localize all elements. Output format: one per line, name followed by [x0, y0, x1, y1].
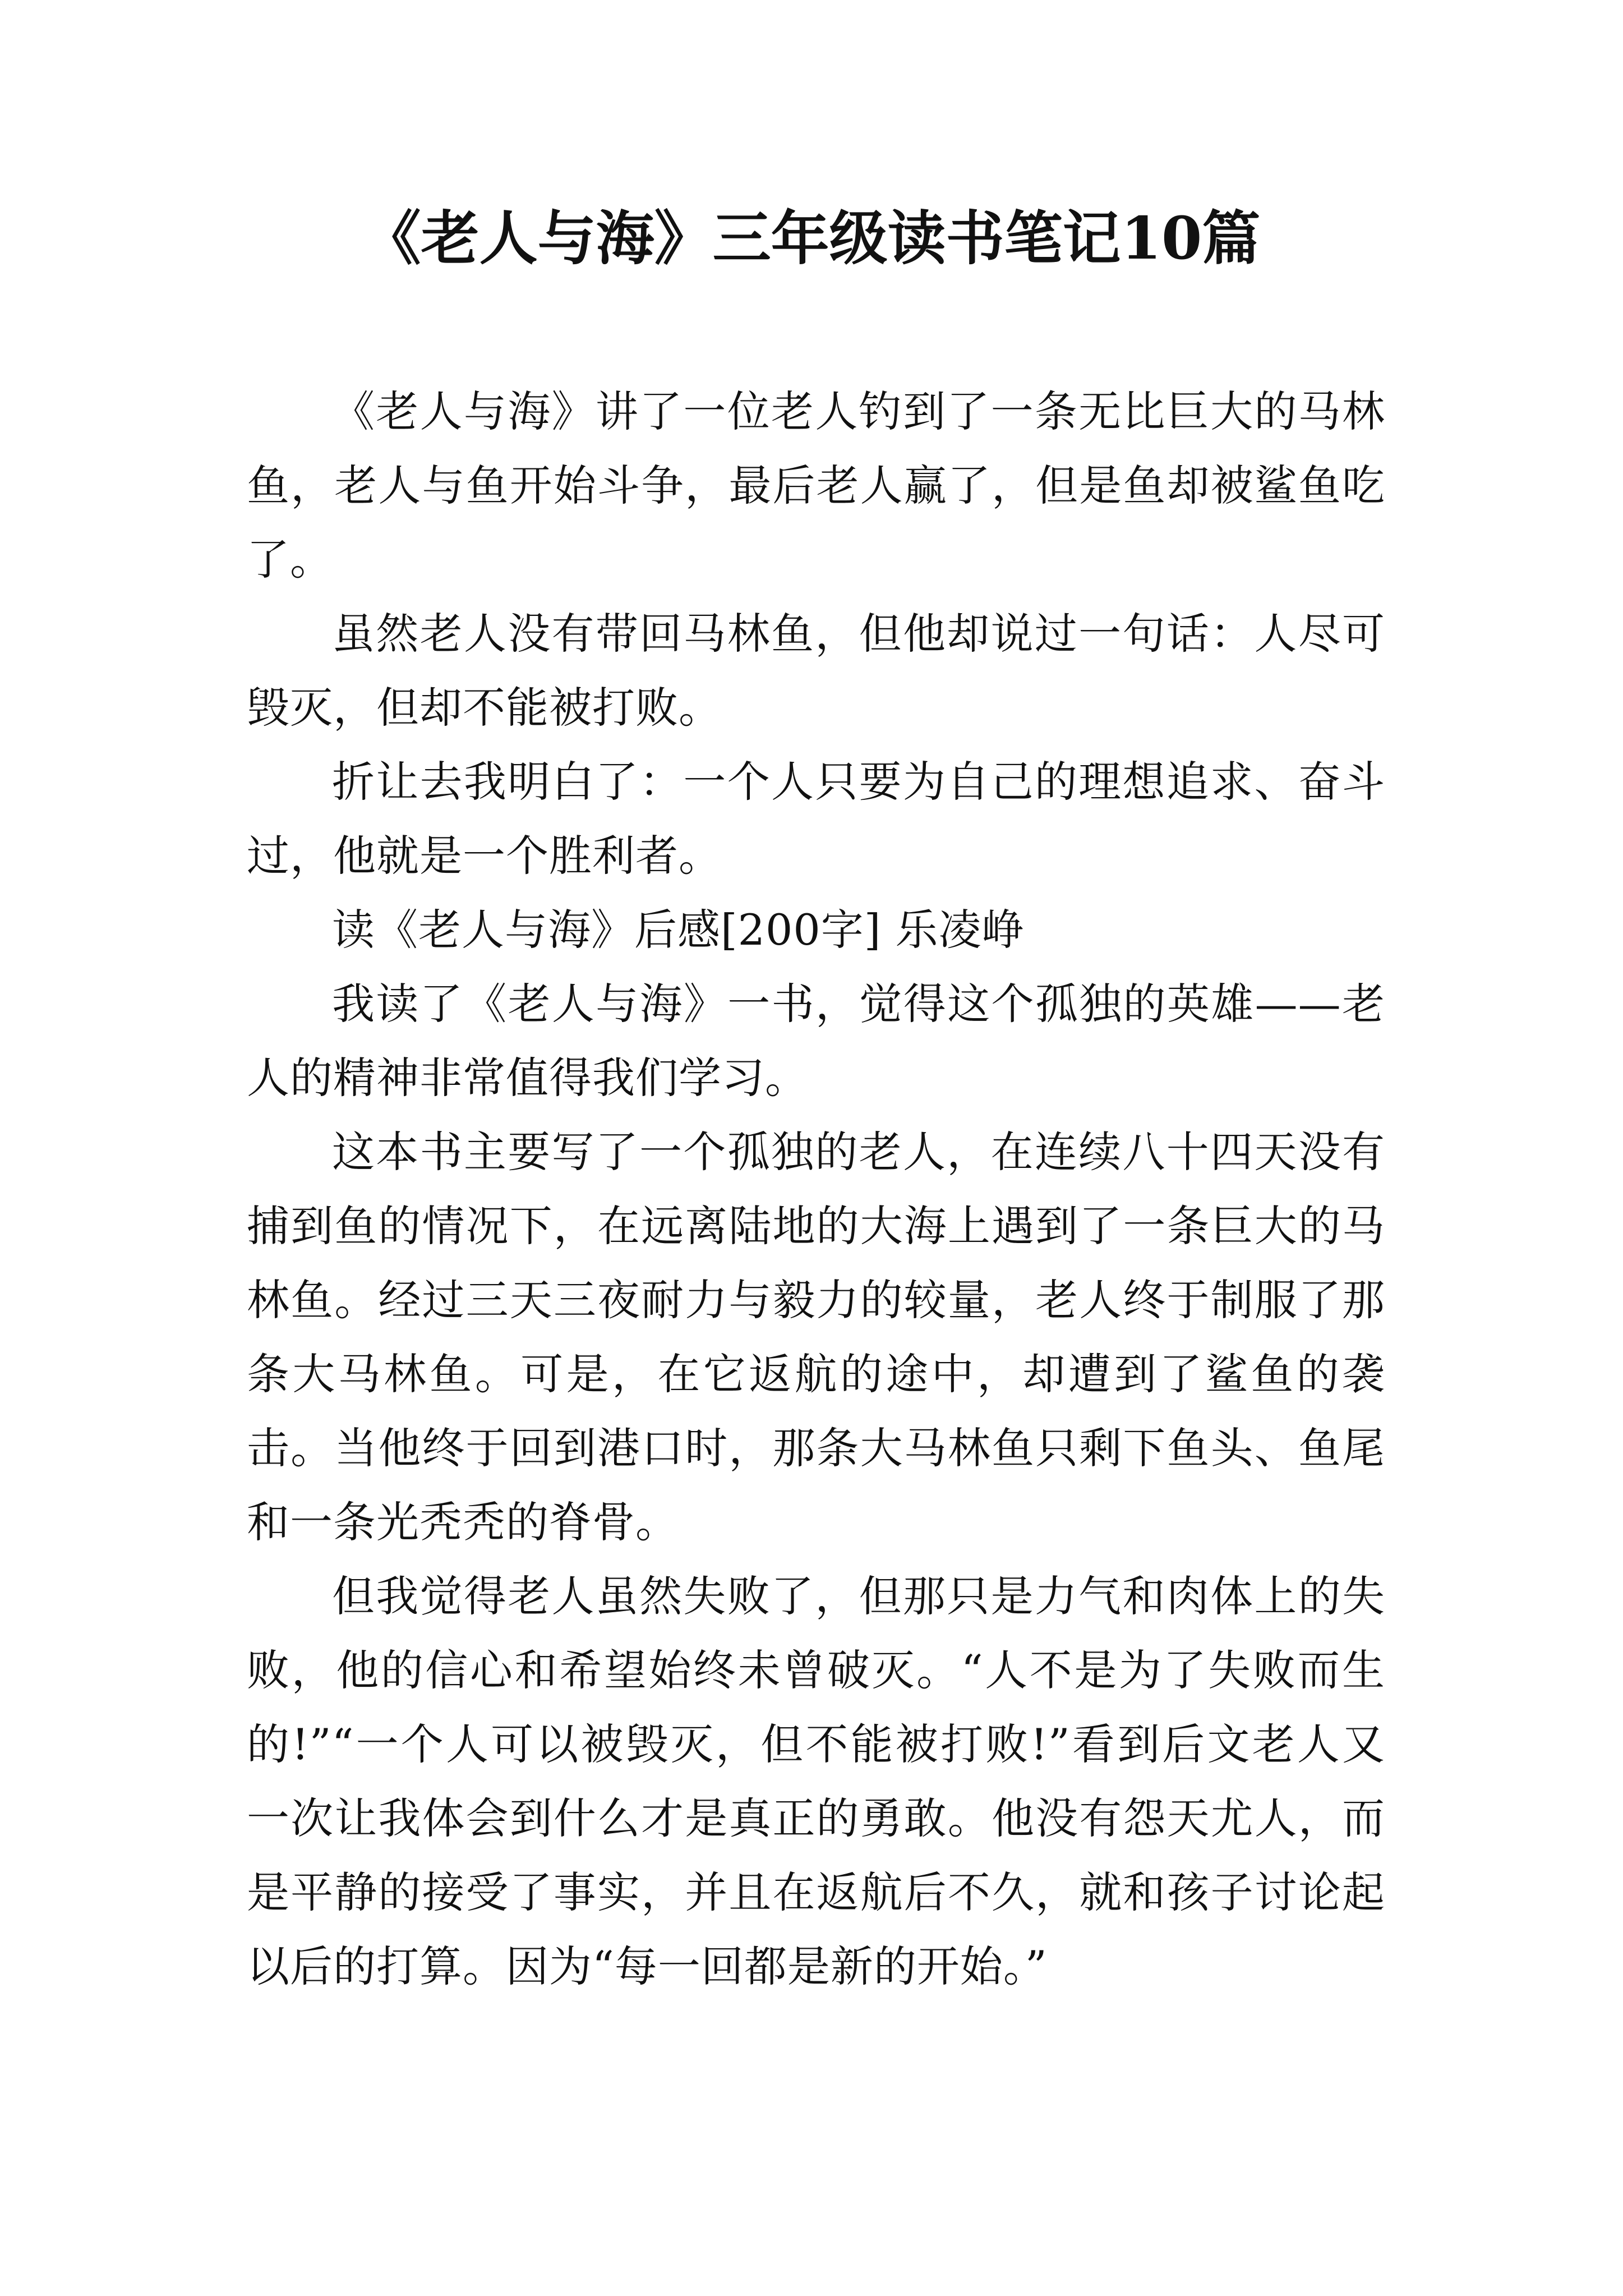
- paragraph-3: 折让去我明白了：一个人只要为自己的理想追求、奋斗过，他就是一个胜利者。: [247, 757, 1385, 881]
- section-heading: 读《老人与海》后感[200字] 乐凌峥: [332, 905, 1025, 955]
- paragraph-5: 这本书主要写了一个孤独的老人，在连续八十四天没有捕到鱼的情况下，在远离陆地的大海上遇到了一条巨大的马林鱼。经过三天三夜耐力与毅力的较量，老人终于制服了那条大马林鱼。可是，在它返航的途中，却遭到了鲨鱼的袭击。当他终于回到港口时，那条大马林鱼只剩下鱼头、鱼尾和一条光秃秃的脊骨。: [247, 1127, 1385, 1547]
- paragraph-2: 虽然老人没有带回马林鱼，但他却说过一句话：人尽可毁灭，但却不能被打败。: [247, 609, 1385, 733]
- paragraph-6: 但我觉得老人虽然失败了，但那只是力气和肉体上的失败，他的信心和希望始终未曾破灭。“人不是为了失败而生的!”“一个人可以被毁灭，但不能被打败!”看到后文老人又一次让我体会到什么才是真正的勇敢。他没有怨天尤人，而是平静的接受了事实，并且在返航后不久，就和孩子讨论起以后的打算。因为“每一回都是新的开始。”: [247, 1571, 1385, 1991]
- paragraph-4: 我读了《老人与海》一书，觉得这个孤独的英雄——老人的精神非常值得我们学习。: [247, 979, 1385, 1103]
- document-body: [247, 375, 1385, 2004]
- paragraph-1: 《老人与海》讲了一位老人钓到了一条无比巨大的马林鱼，老人与鱼开始斗争，最后老人赢了，但是鱼却被鲨鱼吃了。: [247, 386, 1385, 585]
- document-title: 《老人与海》三年级读书笔记10篇: [362, 204, 1261, 273]
